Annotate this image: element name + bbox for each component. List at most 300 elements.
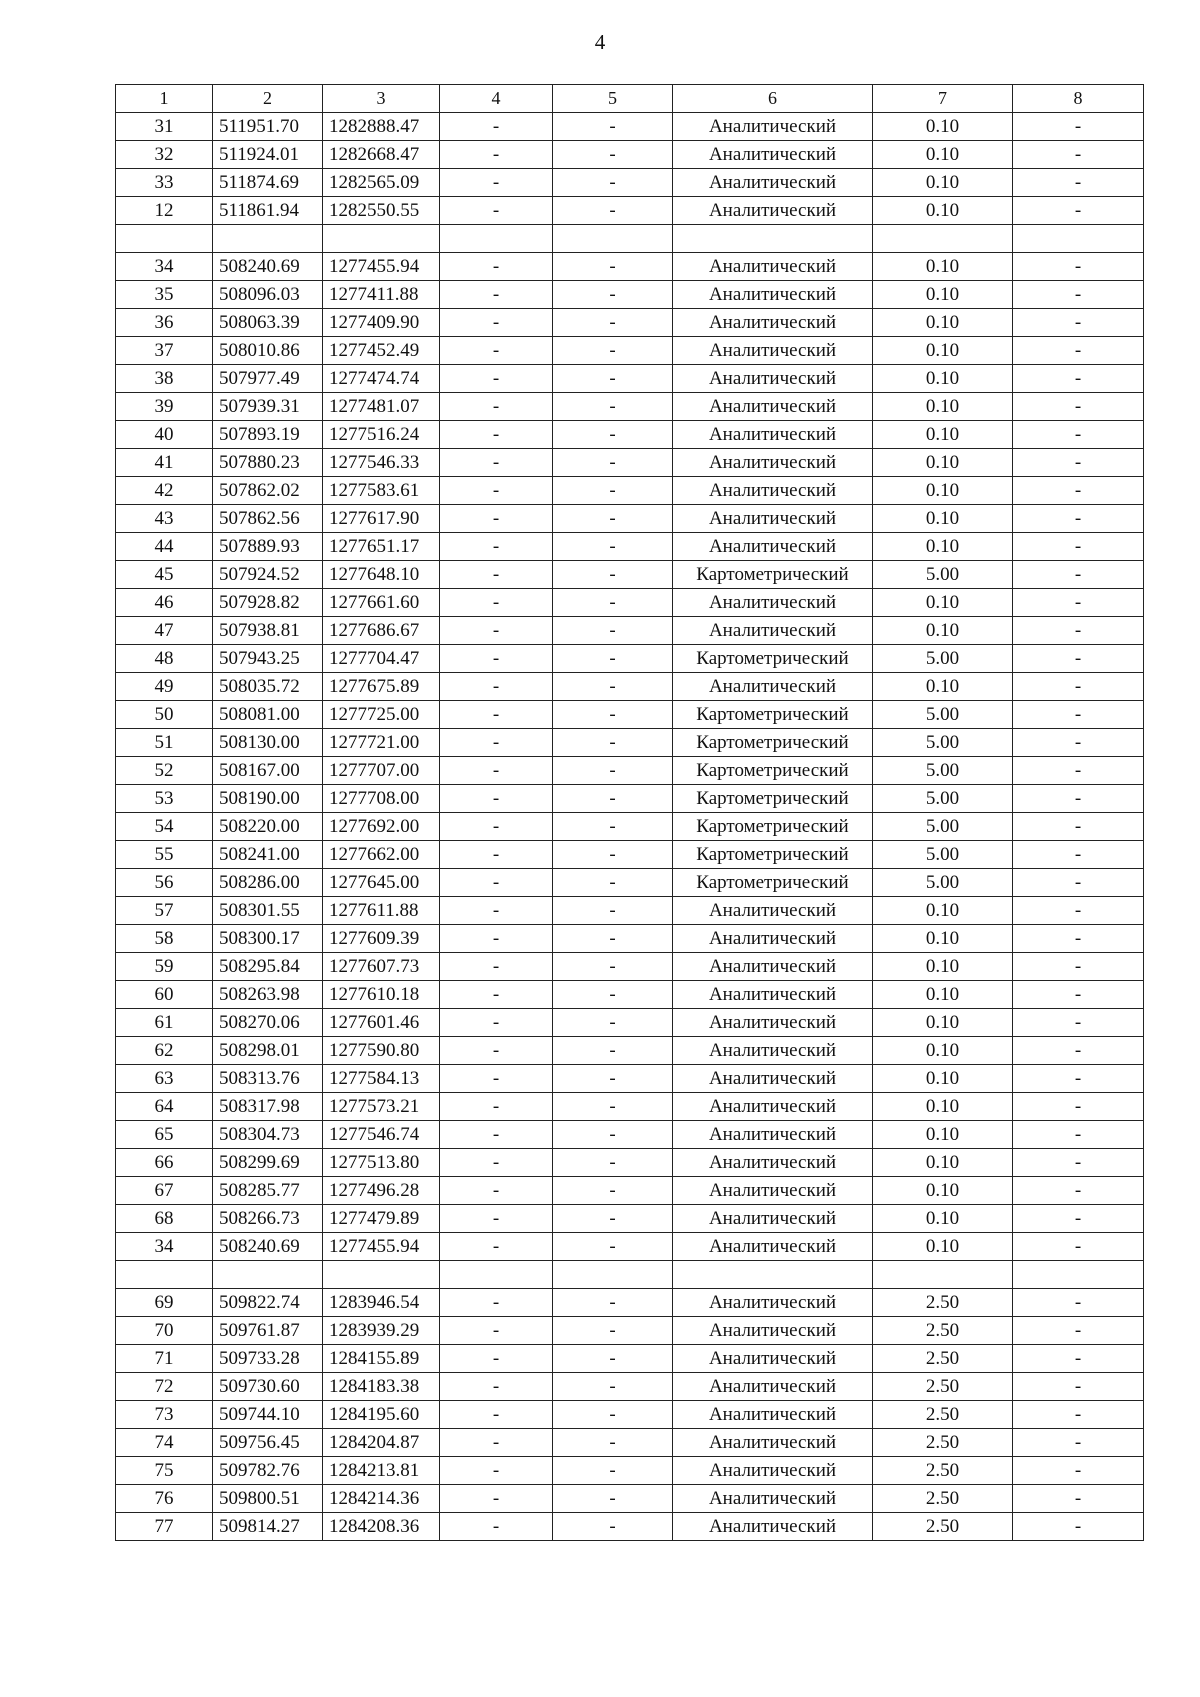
coordinates-table (115, 84, 1144, 1541)
accuracy-cell: 0.10 (873, 1037, 1013, 1065)
column-5-cell: - (553, 1121, 673, 1149)
method-cell: Картометрический (673, 785, 873, 813)
point-number-cell: 64 (116, 1093, 213, 1121)
method-cell: Аналитический (673, 197, 873, 225)
point-number-cell: 66 (116, 1149, 213, 1177)
column-8-cell: - (1013, 1009, 1144, 1037)
method-cell: Аналитический (673, 897, 873, 925)
accuracy-cell: 0.10 (873, 1009, 1013, 1037)
method-cell: Картометрический (673, 813, 873, 841)
point-number-cell: 75 (116, 1457, 213, 1485)
column-8-cell: - (1013, 1065, 1144, 1093)
table-header (116, 85, 1144, 113)
header-row (116, 85, 1144, 113)
accuracy-cell: 0.10 (873, 449, 1013, 477)
column-5-cell: - (553, 169, 673, 197)
table-row (116, 561, 1144, 589)
column-8-cell: - (1013, 421, 1144, 449)
column-5-cell: - (553, 729, 673, 757)
table-body (116, 113, 1144, 1541)
column-8-cell: - (1013, 505, 1144, 533)
column-8-cell: - (1013, 1037, 1144, 1065)
column-8-cell: - (1013, 1177, 1144, 1205)
column-8-cell: - (1013, 645, 1144, 673)
column-5-cell: - (553, 561, 673, 589)
table-row (116, 897, 1144, 925)
accuracy-cell: 2.50 (873, 1513, 1013, 1541)
page-number: 4 (594, 30, 606, 54)
column-4-cell: - (440, 729, 553, 757)
x-coordinate-cell: 508010.86 (213, 337, 323, 365)
point-number-cell: 48 (116, 645, 213, 673)
y-coordinate-cell: 1282565.09 (323, 169, 440, 197)
column-4-cell: - (440, 1513, 553, 1541)
column-5-cell: - (553, 477, 673, 505)
point-number-cell: 68 (116, 1205, 213, 1233)
table-row (116, 869, 1144, 897)
column-5-cell: - (553, 365, 673, 393)
column-5-cell: - (553, 645, 673, 673)
point-number-cell: 41 (116, 449, 213, 477)
accuracy-cell: 0.10 (873, 1121, 1013, 1149)
method-cell: Аналитический (673, 365, 873, 393)
column-5-cell: - (553, 281, 673, 309)
column-8-cell: - (1013, 365, 1144, 393)
column-5-cell: - (553, 337, 673, 365)
column-5-cell: - (553, 1289, 673, 1317)
accuracy-cell: 5.00 (873, 561, 1013, 589)
accuracy-cell: 2.50 (873, 1429, 1013, 1457)
header-cell: 8 (1013, 85, 1144, 113)
point-number-cell: 40 (116, 421, 213, 449)
x-coordinate-cell: 507862.02 (213, 477, 323, 505)
point-number-cell: 57 (116, 897, 213, 925)
header-cell: 2 (213, 85, 323, 113)
column-5-cell: - (553, 449, 673, 477)
table-row (116, 841, 1144, 869)
table-row (116, 141, 1144, 169)
table-row (116, 1037, 1144, 1065)
table-row (116, 1401, 1144, 1429)
point-number-cell: 38 (116, 365, 213, 393)
x-coordinate-cell: 511874.69 (213, 169, 323, 197)
point-number-cell (116, 225, 213, 253)
point-number-cell: 32 (116, 141, 213, 169)
column-8-cell: - (1013, 1149, 1144, 1177)
column-8-cell: - (1013, 561, 1144, 589)
y-coordinate-cell: 1277651.17 (323, 533, 440, 561)
x-coordinate-cell: 509730.60 (213, 1373, 323, 1401)
method-cell: Картометрический (673, 645, 873, 673)
method-cell: Аналитический (673, 281, 873, 309)
method-cell: Аналитический (673, 1121, 873, 1149)
column-4-cell: - (440, 1429, 553, 1457)
point-number-cell: 34 (116, 1233, 213, 1261)
method-cell: Аналитический (673, 337, 873, 365)
column-4-cell: - (440, 1373, 553, 1401)
method-cell: Картометрический (673, 757, 873, 785)
column-4-cell (440, 225, 553, 253)
method-cell: Аналитический (673, 953, 873, 981)
column-8-cell: - (1013, 1485, 1144, 1513)
x-coordinate-cell: 511861.94 (213, 197, 323, 225)
accuracy-cell: 0.10 (873, 197, 1013, 225)
method-cell: Картометрический (673, 561, 873, 589)
column-5-cell: - (553, 1149, 673, 1177)
column-4-cell: - (440, 169, 553, 197)
header-cell: 5 (553, 85, 673, 113)
table-row (116, 505, 1144, 533)
x-coordinate-cell: 507938.81 (213, 617, 323, 645)
accuracy-cell: 0.10 (873, 981, 1013, 1009)
column-5-cell: - (553, 197, 673, 225)
column-5-cell: - (553, 757, 673, 785)
point-number-cell: 77 (116, 1513, 213, 1541)
column-8-cell (1013, 1261, 1144, 1289)
y-coordinate-cell: 1277590.80 (323, 1037, 440, 1065)
column-4-cell: - (440, 1121, 553, 1149)
x-coordinate-cell: 509822.74 (213, 1289, 323, 1317)
table-row (116, 981, 1144, 1009)
method-cell: Аналитический (673, 533, 873, 561)
method-cell: Аналитический (673, 1485, 873, 1513)
column-5-cell: - (553, 1009, 673, 1037)
y-coordinate-cell: 1277648.10 (323, 561, 440, 589)
method-cell: Аналитический (673, 393, 873, 421)
column-8-cell: - (1013, 309, 1144, 337)
column-4-cell: - (440, 1289, 553, 1317)
point-number-cell: 55 (116, 841, 213, 869)
point-number-cell: 52 (116, 757, 213, 785)
x-coordinate-cell: 508035.72 (213, 673, 323, 701)
y-coordinate-cell: 1277645.00 (323, 869, 440, 897)
point-number-cell: 54 (116, 813, 213, 841)
method-cell: Аналитический (673, 1513, 873, 1541)
method-cell: Аналитический (673, 1065, 873, 1093)
table-row (116, 1149, 1144, 1177)
table-row (116, 281, 1144, 309)
y-coordinate-cell: 1277721.00 (323, 729, 440, 757)
table-row (116, 449, 1144, 477)
column-4-cell: - (440, 1457, 553, 1485)
column-8-cell: - (1013, 1317, 1144, 1345)
accuracy-cell: 0.10 (873, 337, 1013, 365)
column-5-cell: - (553, 1513, 673, 1541)
header-cell: 3 (323, 85, 440, 113)
column-4-cell: - (440, 1065, 553, 1093)
table-row (116, 169, 1144, 197)
accuracy-cell: 0.10 (873, 309, 1013, 337)
x-coordinate-cell: 508240.69 (213, 1233, 323, 1261)
table-row (116, 253, 1144, 281)
method-cell: Аналитический (673, 1345, 873, 1373)
column-8-cell: - (1013, 925, 1144, 953)
table-row (116, 1065, 1144, 1093)
column-4-cell: - (440, 1149, 553, 1177)
point-number-cell: 43 (116, 505, 213, 533)
column-8-cell: - (1013, 197, 1144, 225)
accuracy-cell: 0.10 (873, 365, 1013, 393)
column-4-cell: - (440, 309, 553, 337)
table-row (116, 1121, 1144, 1149)
column-5-cell: - (553, 1177, 673, 1205)
accuracy-cell (873, 1261, 1013, 1289)
column-8-cell: - (1013, 1289, 1144, 1317)
column-4-cell: - (440, 1093, 553, 1121)
point-number-cell: 70 (116, 1317, 213, 1345)
column-8-cell: - (1013, 1429, 1144, 1457)
y-coordinate-cell: 1277411.88 (323, 281, 440, 309)
column-8-cell: - (1013, 1373, 1144, 1401)
table-row (116, 1373, 1144, 1401)
accuracy-cell: 0.10 (873, 421, 1013, 449)
column-4-cell: - (440, 337, 553, 365)
table-row (116, 729, 1144, 757)
table-row (116, 953, 1144, 981)
column-5-cell: - (553, 309, 673, 337)
column-5-cell: - (553, 869, 673, 897)
y-coordinate-cell: 1277661.60 (323, 589, 440, 617)
column-4-cell: - (440, 505, 553, 533)
point-number-cell: 69 (116, 1289, 213, 1317)
point-number-cell: 45 (116, 561, 213, 589)
x-coordinate-cell: 507889.93 (213, 533, 323, 561)
column-5-cell: - (553, 421, 673, 449)
x-coordinate-cell: 507893.19 (213, 421, 323, 449)
column-8-cell: - (1013, 617, 1144, 645)
column-5-cell: - (553, 673, 673, 701)
x-coordinate-cell: 511924.01 (213, 141, 323, 169)
x-coordinate-cell: 507862.56 (213, 505, 323, 533)
x-coordinate-cell: 508241.00 (213, 841, 323, 869)
table-row (116, 1233, 1144, 1261)
y-coordinate-cell: 1277513.80 (323, 1149, 440, 1177)
point-number-cell: 33 (116, 169, 213, 197)
column-5-cell: - (553, 925, 673, 953)
x-coordinate-cell: 508300.17 (213, 925, 323, 953)
accuracy-cell: 0.10 (873, 1093, 1013, 1121)
method-cell: Аналитический (673, 1233, 873, 1261)
table-row (116, 393, 1144, 421)
accuracy-cell: 5.00 (873, 785, 1013, 813)
x-coordinate-cell: 511951.70 (213, 113, 323, 141)
table-row (116, 1009, 1144, 1037)
column-5-cell: - (553, 1429, 673, 1457)
header-cell: 1 (116, 85, 213, 113)
y-coordinate-cell: 1277611.88 (323, 897, 440, 925)
y-coordinate-cell (323, 1261, 440, 1289)
accuracy-cell: 0.10 (873, 169, 1013, 197)
column-8-cell: - (1013, 1345, 1144, 1373)
column-5-cell: - (553, 1345, 673, 1373)
column-4-cell: - (440, 589, 553, 617)
point-number-cell: 51 (116, 729, 213, 757)
column-8-cell: - (1013, 1513, 1144, 1541)
method-cell: Аналитический (673, 981, 873, 1009)
column-8-cell: - (1013, 533, 1144, 561)
y-coordinate-cell: 1277546.33 (323, 449, 440, 477)
column-8-cell: - (1013, 589, 1144, 617)
column-5-cell: - (553, 1373, 673, 1401)
column-8-cell: - (1013, 113, 1144, 141)
header-cell: 6 (673, 85, 873, 113)
method-cell: Аналитический (673, 1037, 873, 1065)
column-8-cell: - (1013, 477, 1144, 505)
column-8-cell: - (1013, 393, 1144, 421)
accuracy-cell: 0.10 (873, 1065, 1013, 1093)
table-row (116, 589, 1144, 617)
table-row (116, 225, 1144, 253)
method-cell: Аналитический (673, 253, 873, 281)
y-coordinate-cell: 1284155.89 (323, 1345, 440, 1373)
column-8-cell: - (1013, 757, 1144, 785)
table-row (116, 365, 1144, 393)
point-number-cell: 72 (116, 1373, 213, 1401)
column-4-cell: - (440, 365, 553, 393)
column-5-cell: - (553, 953, 673, 981)
column-4-cell: - (440, 1485, 553, 1513)
column-4-cell: - (440, 1345, 553, 1373)
column-8-cell: - (1013, 869, 1144, 897)
column-5-cell: - (553, 701, 673, 729)
method-cell: Аналитический (673, 925, 873, 953)
method-cell: Аналитический (673, 1205, 873, 1233)
column-4-cell: - (440, 701, 553, 729)
method-cell: Аналитический (673, 309, 873, 337)
x-coordinate-cell: 508304.73 (213, 1121, 323, 1149)
column-8-cell: - (1013, 981, 1144, 1009)
y-coordinate-cell: 1277573.21 (323, 1093, 440, 1121)
column-4-cell (440, 1261, 553, 1289)
column-4-cell: - (440, 813, 553, 841)
table-row (116, 1261, 1144, 1289)
method-cell: Аналитический (673, 1177, 873, 1205)
x-coordinate-cell: 508130.00 (213, 729, 323, 757)
column-4-cell: - (440, 253, 553, 281)
column-8-cell: - (1013, 141, 1144, 169)
x-coordinate-cell: 509800.51 (213, 1485, 323, 1513)
x-coordinate-cell: 508285.77 (213, 1177, 323, 1205)
point-number-cell: 62 (116, 1037, 213, 1065)
y-coordinate-cell: 1277546.74 (323, 1121, 440, 1149)
x-coordinate-cell: 508096.03 (213, 281, 323, 309)
column-8-cell: - (1013, 953, 1144, 981)
column-5-cell: - (553, 1317, 673, 1345)
accuracy-cell: 0.10 (873, 1149, 1013, 1177)
column-4-cell: - (440, 449, 553, 477)
table-row (116, 1205, 1144, 1233)
y-coordinate-cell: 1277452.49 (323, 337, 440, 365)
y-coordinate-cell (323, 225, 440, 253)
x-coordinate-cell: 508167.00 (213, 757, 323, 785)
x-coordinate-cell: 508298.01 (213, 1037, 323, 1065)
y-coordinate-cell: 1283946.54 (323, 1289, 440, 1317)
column-5-cell (553, 1261, 673, 1289)
table-row (116, 337, 1144, 365)
column-5-cell: - (553, 1401, 673, 1429)
column-4-cell: - (440, 981, 553, 1009)
y-coordinate-cell: 1284195.60 (323, 1401, 440, 1429)
column-5-cell: - (553, 393, 673, 421)
y-coordinate-cell: 1284214.36 (323, 1485, 440, 1513)
column-5-cell: - (553, 505, 673, 533)
column-5-cell: - (553, 617, 673, 645)
table-row (116, 1289, 1144, 1317)
accuracy-cell: 0.10 (873, 589, 1013, 617)
y-coordinate-cell: 1277516.24 (323, 421, 440, 449)
point-number-cell: 31 (116, 113, 213, 141)
x-coordinate-cell: 507928.82 (213, 589, 323, 617)
column-4-cell: - (440, 673, 553, 701)
accuracy-cell: 5.00 (873, 757, 1013, 785)
y-coordinate-cell: 1277583.61 (323, 477, 440, 505)
accuracy-cell: 5.00 (873, 869, 1013, 897)
column-4-cell: - (440, 1233, 553, 1261)
accuracy-cell: 0.10 (873, 477, 1013, 505)
y-coordinate-cell: 1277601.46 (323, 1009, 440, 1037)
column-4-cell: - (440, 197, 553, 225)
accuracy-cell: 0.10 (873, 533, 1013, 561)
column-5-cell: - (553, 981, 673, 1009)
x-coordinate-cell: 508063.39 (213, 309, 323, 337)
point-number-cell: 58 (116, 925, 213, 953)
column-4-cell: - (440, 869, 553, 897)
point-number-cell: 34 (116, 253, 213, 281)
y-coordinate-cell: 1277610.18 (323, 981, 440, 1009)
x-coordinate-cell: 508270.06 (213, 1009, 323, 1037)
x-coordinate-cell: 509744.10 (213, 1401, 323, 1429)
table-row (116, 1317, 1144, 1345)
method-cell: Аналитический (673, 169, 873, 197)
y-coordinate-cell: 1277704.47 (323, 645, 440, 673)
point-number-cell: 36 (116, 309, 213, 337)
point-number-cell: 59 (116, 953, 213, 981)
x-coordinate-cell: 508220.00 (213, 813, 323, 841)
accuracy-cell: 2.50 (873, 1401, 1013, 1429)
column-4-cell: - (440, 1009, 553, 1037)
column-4-cell: - (440, 953, 553, 981)
accuracy-cell: 0.10 (873, 1233, 1013, 1261)
point-number-cell: 71 (116, 1345, 213, 1373)
method-cell: Аналитический (673, 113, 873, 141)
column-8-cell: - (1013, 449, 1144, 477)
accuracy-cell: 0.10 (873, 953, 1013, 981)
y-coordinate-cell: 1277686.67 (323, 617, 440, 645)
method-cell: Аналитический (673, 1009, 873, 1037)
accuracy-cell: 2.50 (873, 1317, 1013, 1345)
column-4-cell: - (440, 113, 553, 141)
column-8-cell: - (1013, 729, 1144, 757)
column-8-cell: - (1013, 1457, 1144, 1485)
column-8-cell: - (1013, 281, 1144, 309)
column-5-cell: - (553, 785, 673, 813)
y-coordinate-cell: 1277708.00 (323, 785, 440, 813)
column-4-cell: - (440, 785, 553, 813)
y-coordinate-cell: 1277584.13 (323, 1065, 440, 1093)
point-number-cell: 63 (116, 1065, 213, 1093)
column-5-cell: - (553, 533, 673, 561)
point-number-cell: 50 (116, 701, 213, 729)
column-8-cell: - (1013, 1121, 1144, 1149)
y-coordinate-cell: 1283939.29 (323, 1317, 440, 1345)
x-coordinate-cell: 508295.84 (213, 953, 323, 981)
column-4-cell: - (440, 1205, 553, 1233)
column-8-cell: - (1013, 813, 1144, 841)
table-row (116, 1429, 1144, 1457)
column-8-cell: - (1013, 1205, 1144, 1233)
column-4-cell: - (440, 141, 553, 169)
x-coordinate-cell: 507924.52 (213, 561, 323, 589)
